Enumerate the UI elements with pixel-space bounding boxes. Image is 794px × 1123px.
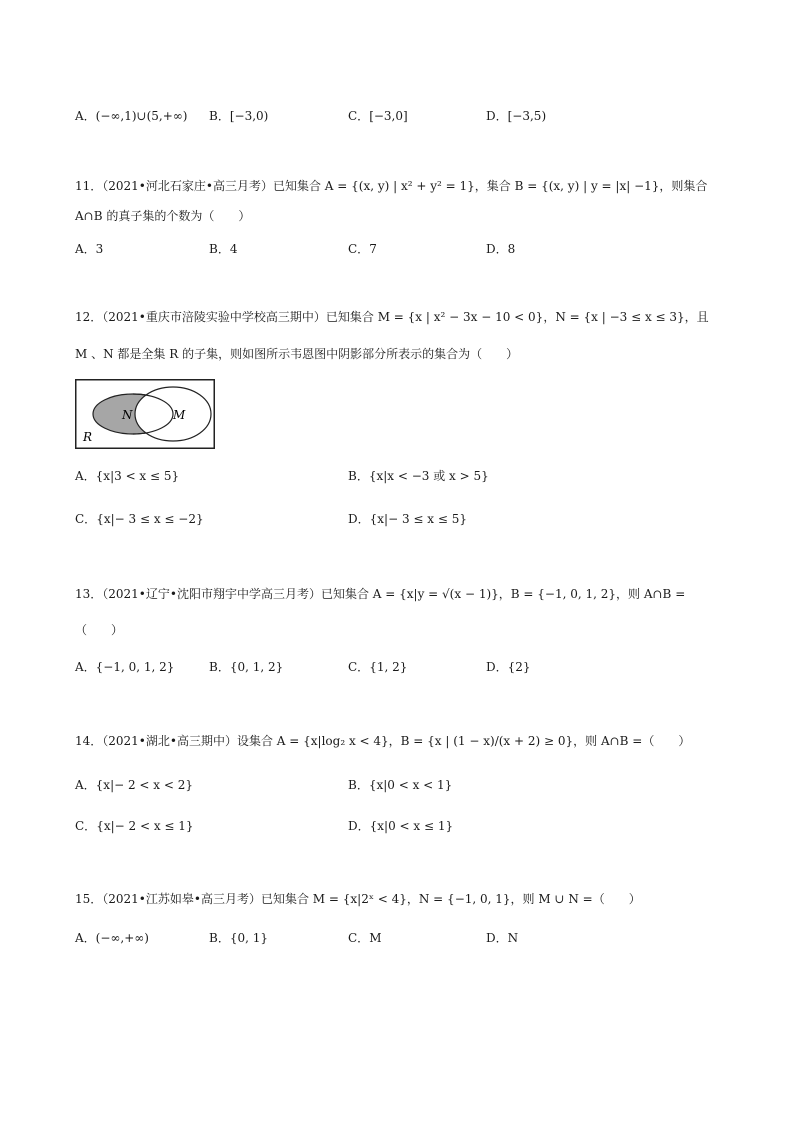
q15-option-c[interactable]: C．M — [348, 931, 382, 945]
q12-stem-line1: 12．（2021•重庆市涪陵实验中学校高三期中）已知集合 M = {x | x² − 3x − 10 < 0}，N = {x | −3 ≤ x ≤ 3}，且 — [75, 310, 709, 324]
q10-option-c[interactable]: C．[−3,0] — [348, 109, 408, 123]
q11-options — [75, 240, 735, 258]
q12-option-b[interactable]: B．{x|x < −3 或 x > 5} — [348, 469, 489, 483]
q13-option-b[interactable]: B．{0, 1, 2} — [209, 660, 284, 674]
q12-option-a[interactable]: A．{x|3 < x ≤ 5} — [75, 469, 180, 483]
q10-option-b[interactable]: B．[−3,0) — [209, 109, 269, 123]
q12-options-row1 — [75, 467, 735, 485]
q13-option-d[interactable]: D．{2} — [486, 660, 531, 674]
q15-option-d[interactable]: D．N — [486, 931, 519, 945]
q11-stem-line2: A∩B 的真子集的个数为（ ） — [75, 209, 251, 223]
q13-stem-line1: 13．（2021•辽宁•沈阳市翔宇中学高三月考）已知集合 A = {x|y = √(x − 1)}，B = {−1, 0, 1, 2}，则 A∩B = — [75, 587, 686, 601]
q13-options — [75, 658, 735, 676]
venn-label-n: N — [122, 408, 133, 422]
q13-option-c[interactable]: C．{1, 2} — [348, 660, 408, 674]
q12-stem-line2: M 、N 都是全集 R 的子集，则如图所示韦恩图中阴影部分所表示的集合为（ ） — [75, 347, 519, 361]
q12-option-c[interactable]: C．{x|− 3 ≤ x ≤ −2} — [75, 512, 204, 526]
q11-option-a[interactable]: A．3 — [75, 242, 104, 256]
q14-option-a[interactable]: A．{x|− 2 < x < 2} — [75, 778, 194, 792]
q14-option-c[interactable]: C．{x|− 2 < x ≤ 1} — [75, 819, 194, 833]
venn-label-r: R — [83, 430, 93, 444]
venn-label-m: M — [173, 408, 186, 422]
q12-options-row2 — [75, 510, 735, 528]
venn-diagram — [75, 379, 215, 449]
q13-option-a[interactable]: A．{−1, 0, 1, 2} — [75, 660, 175, 674]
q10-options — [75, 107, 735, 125]
q13-stem-line2: （ ） — [75, 623, 124, 637]
q15-option-b[interactable]: B．{0, 1} — [209, 931, 268, 945]
q14-stem-line1: 14．（2021•湖北•高三期中）设集合 A = {x|log₂ x < 4}，B = {x | (1 − x)/(x + 2) ≥ 0}，则 A∩B =（ ） — [75, 734, 691, 748]
q11-option-d[interactable]: D．8 — [486, 242, 516, 256]
q15-options — [75, 929, 735, 947]
q10-option-a[interactable]: A．(−∞,1)∪(5,+∞) — [75, 109, 188, 123]
q10-option-d[interactable]: D．[−3,5) — [486, 109, 547, 123]
q14-option-b[interactable]: B．{x|0 < x < 1} — [348, 778, 453, 792]
q14-options-row2 — [75, 817, 735, 835]
q15-stem-line1: 15．（2021•江苏如皋•高三月考）已知集合 M = {x|2ˣ < 4}，N = {−1, 0, 1}，则 M ∪ N =（ ） — [75, 892, 641, 906]
q11-option-b[interactable]: B．4 — [209, 242, 238, 256]
q14-option-d[interactable]: D．{x|0 < x ≤ 1} — [348, 819, 454, 833]
q12-option-d[interactable]: D．{x|− 3 ≤ x ≤ 5} — [348, 512, 467, 526]
q14-options-row1 — [75, 776, 735, 794]
q11-option-c[interactable]: C．7 — [348, 242, 377, 256]
q11-stem-line1: 11．（2021•河北石家庄•高三月考）已知集合 A = {(x, y) | x² + y² = 1}，集合 B = {(x, y) | y = |x| −1}，则集合 — [75, 179, 708, 193]
q15-option-a[interactable]: A．(−∞,+∞) — [75, 931, 149, 945]
